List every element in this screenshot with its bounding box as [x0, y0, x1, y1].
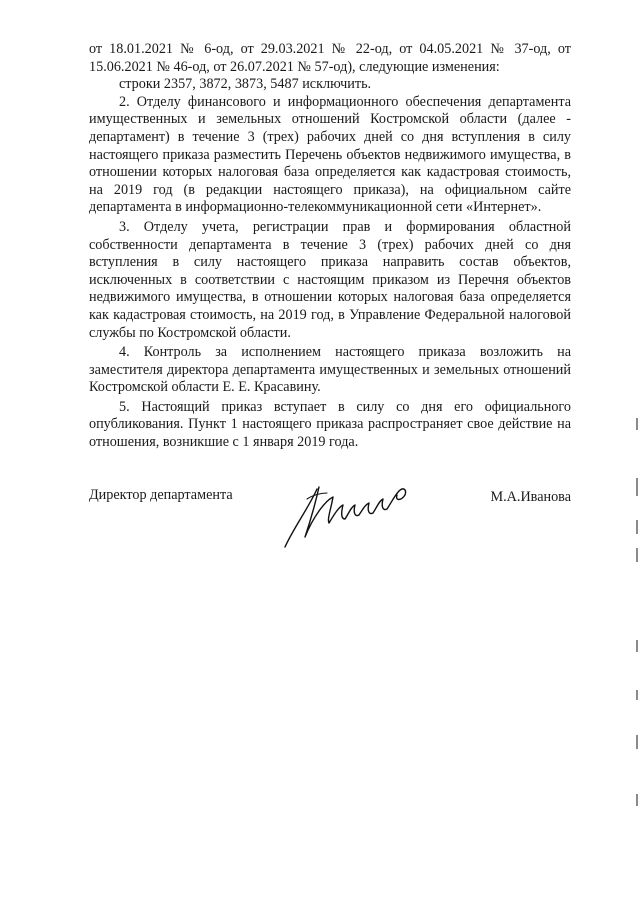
document-body [89, 41, 571, 452]
handwritten-signature [279, 477, 429, 557]
scan-edge-mark [636, 735, 638, 749]
paragraph-item-2: 2. Отделу финансового и информационного обеспечения департамента имущественных и земельных отношений Костромской области (далее - департамент) в течение 3 (трех) рабочих дней со дня вступления в силу настоящего приказа разместить Перечень объектов недвижимого имущества, в отношении которых налоговая база определяется как кадастровая стоимость, на 2019 год (в редакции настоящего приказа), на официальном сайте департамента в информационно-телекоммуникационной сети «Интернет». [89, 93, 571, 216]
paragraph-item-3: 3. Отделу учета, регистрации прав и формирования областной собственности департамента в течение 3 (трех) рабочих дней со дня вступления в силу настоящего приказа направить состав объектов, исключенных в соответствии с настоящим приказом из Перечня объектов недвижимого имущества, в отношении которых налоговая база определяется как кадастровая стоимость, на 2019 год, в Управление Федеральной налоговой службы по Костромской области. [89, 218, 571, 341]
signatory-title: Директор департамента [89, 487, 233, 503]
scan-edge-mark [636, 690, 638, 700]
paragraph-item-5: 5. Настоящий приказ вступает в силу со дня его официального опубликования. Пункт 1 настоящего приказа распространяет свое действие на отношения, возникшие с 1 января 2019 года. [89, 398, 571, 451]
signature-block [89, 483, 571, 563]
paragraph-lines-excluded: строки 2357, 3872, 3873, 5487 исключить. [119, 76, 372, 93]
scan-edge-mark [636, 478, 638, 496]
scan-edge-mark [636, 520, 638, 534]
signatory-name: М.А.Иванова [490, 489, 571, 505]
scan-edge-mark [636, 548, 638, 562]
paragraph-amendments-list: от 18.01.2021 № 6-од, от 29.03.2021 № 22-од, от 04.05.2021 № 37-од, от 15.06.2021 № 46-од, от 26.07.2021 № 57-од), следующие изменения: [89, 41, 571, 75]
scan-edge-mark [636, 640, 638, 652]
scan-edge-mark [636, 794, 638, 806]
paragraph-item-4: 4. Контроль за исполнением настоящего приказа возложить на заместителя директора департамента имущественных и земельных отношений Костромской области Е. Е. Красавину. [89, 344, 571, 396]
scan-edge-mark [636, 418, 638, 430]
